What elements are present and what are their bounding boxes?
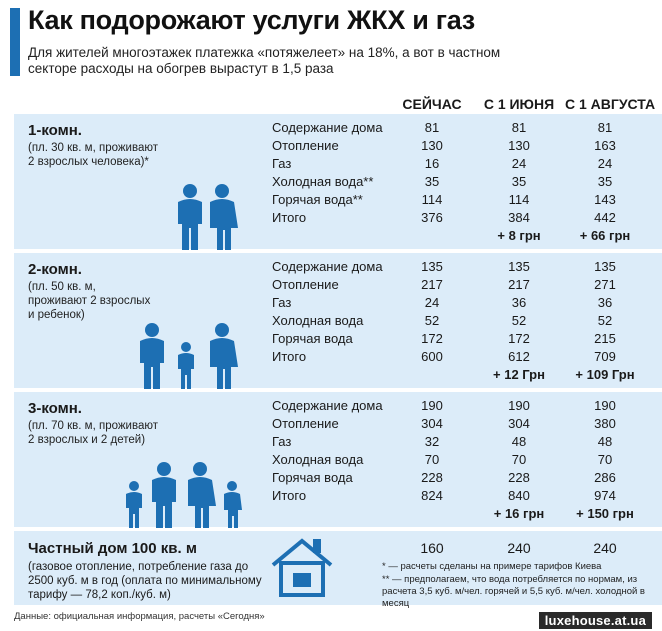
- apartment-title: 2-комн.: [28, 261, 82, 278]
- row-label: Горячая вода**: [272, 192, 363, 207]
- apartment-desc-line: (пл. 30 кв. м, проживают: [28, 142, 158, 154]
- value-cell: 24: [511, 156, 527, 171]
- value-cell: 24: [597, 156, 613, 171]
- watermark: luxehouse.at.ua: [539, 612, 652, 629]
- value-cell: 304: [508, 416, 530, 431]
- value-cell: 114: [421, 192, 443, 207]
- house-panel: [14, 531, 662, 609]
- page-title: Как подорожают услуги ЖКХ и газ: [28, 5, 475, 35]
- row-label: Содержание дома: [272, 120, 383, 135]
- value-cell: 35: [511, 174, 527, 189]
- value-cell: 130: [508, 138, 530, 153]
- house-value: 240: [593, 540, 617, 556]
- value-cell: 32: [424, 434, 440, 449]
- data-source-footer: Данные: официальная информация, расчеты «Сегодня»: [14, 611, 265, 622]
- family-two-adults-icon: [172, 182, 242, 250]
- value-cell: 172: [421, 331, 443, 346]
- row-label: Газ: [272, 295, 292, 310]
- row-label: Холодная вода: [272, 452, 364, 467]
- value-cell: 48: [511, 434, 527, 449]
- value-cell: 135: [421, 259, 443, 274]
- family-two-adults-child-icon: [134, 321, 244, 389]
- delta-june: + 16 грн: [493, 506, 545, 521]
- value-cell: 70: [511, 452, 527, 467]
- row-label-total: Итого: [272, 488, 307, 503]
- apartment-panel-3room: [14, 392, 662, 527]
- value-cell: 271: [594, 277, 616, 292]
- value-cell: 190: [594, 398, 616, 413]
- house-value: 240: [507, 540, 531, 556]
- value-cell: 130: [421, 138, 443, 153]
- value-cell: 81: [424, 120, 440, 135]
- value-cell: 380: [594, 416, 616, 431]
- footnote-double-asterisk: ** — предполагаем, что вода потребляется по нормам, из расчета 3,5 куб. м/чел. горячей и 5,5 куб. м/чел. холодной в месяц: [382, 574, 645, 609]
- value-cell-total: 840: [508, 488, 530, 503]
- value-cell: 163: [594, 138, 616, 153]
- value-cell-total: 600: [421, 349, 443, 364]
- row-label: Отопление: [272, 277, 339, 292]
- row-label: Отопление: [272, 416, 339, 431]
- row-label: Содержание дома: [272, 398, 383, 413]
- house-title: Частный дом 100 кв. м: [28, 540, 197, 557]
- row-label: Горячая вода: [272, 470, 353, 485]
- value-cell-total: 974: [594, 488, 616, 503]
- value-cell: 190: [508, 398, 530, 413]
- value-cell: 70: [597, 452, 613, 467]
- value-cell: 304: [421, 416, 443, 431]
- house-desc: (газовое отопление, потребление газа до 2500 куб. м в год (оплата по минимальному тарифу — 78,2 коп./куб. м): [28, 561, 262, 601]
- house-icon: [269, 535, 335, 599]
- footnote-single-asterisk: * — расчеты сделаны на примере тарифов Киева: [382, 561, 602, 572]
- value-cell: 217: [421, 277, 443, 292]
- delta-june: + 12 Грн: [493, 367, 545, 382]
- row-label-total: Итого: [272, 210, 307, 225]
- house-value: 160: [420, 540, 444, 556]
- value-cell: 52: [424, 313, 440, 328]
- value-cell: 81: [597, 120, 613, 135]
- apartment-title: 1-комн.: [28, 122, 82, 139]
- value-cell: 114: [508, 192, 530, 207]
- value-cell-total: 376: [421, 210, 443, 225]
- value-cell: 81: [511, 120, 527, 135]
- value-cell: 36: [597, 295, 613, 310]
- value-cell: 36: [511, 295, 527, 310]
- apartment-desc-line: и ребенок): [28, 309, 85, 321]
- row-label-total: Итого: [272, 349, 307, 364]
- value-cell: 228: [508, 470, 530, 485]
- value-cell: 135: [508, 259, 530, 274]
- value-cell: 228: [421, 470, 443, 485]
- value-cell: 16: [424, 156, 440, 171]
- column-header-now: СЕЙЧАС: [402, 96, 462, 112]
- value-cell: 70: [424, 452, 440, 467]
- delta-august: + 109 Грн: [575, 367, 635, 382]
- row-label: Горячая вода: [272, 331, 353, 346]
- apartment-panel-2room: [14, 253, 662, 388]
- value-cell: 286: [594, 470, 616, 485]
- value-cell: 24: [424, 295, 440, 310]
- column-header-august: С 1 АВГУСТА: [565, 96, 656, 112]
- apartment-desc-line: 2 взрослых человека)*: [28, 156, 149, 168]
- value-cell: 143: [594, 192, 616, 207]
- value-cell: 190: [421, 398, 443, 413]
- row-label: Газ: [272, 156, 292, 171]
- value-cell: 215: [594, 331, 616, 346]
- value-cell: 52: [597, 313, 613, 328]
- value-cell: 172: [508, 331, 530, 346]
- title-accent-bar: [10, 8, 20, 76]
- value-cell-total: 384: [508, 210, 530, 225]
- row-label: Содержание дома: [272, 259, 383, 274]
- delta-august: + 66 грн: [579, 228, 631, 243]
- row-label: Холодная вода: [272, 313, 364, 328]
- value-cell: 35: [597, 174, 613, 189]
- delta-june: + 8 грн: [497, 228, 541, 243]
- row-label: Холодная вода**: [272, 174, 374, 189]
- apartment-panel-1room: [14, 114, 662, 249]
- apartment-desc-line: (пл. 70 кв. м, проживают: [28, 420, 158, 432]
- page-subtitle: Для жителей многоэтажек платежка «потяжелеет» на 18%, а вот в частном секторе расходы на обогрев вырастут в 1,5 раза: [28, 45, 501, 76]
- value-cell: 135: [594, 259, 616, 274]
- apartment-desc-line: (пл. 50 кв. м,: [28, 281, 96, 293]
- apartment-title: 3-комн.: [28, 400, 82, 417]
- value-cell: 48: [597, 434, 613, 449]
- value-cell: 217: [508, 277, 530, 292]
- row-label: Газ: [272, 434, 292, 449]
- value-cell: 35: [424, 174, 440, 189]
- apartment-desc-line: 2 взрослых и 2 детей): [28, 434, 146, 446]
- value-cell-total: 709: [594, 349, 616, 364]
- apartment-desc-line: проживают 2 взрослых: [28, 295, 151, 307]
- delta-august: + 150 грн: [576, 506, 634, 521]
- value-cell-total: 442: [594, 210, 616, 225]
- value-cell-total: 824: [421, 488, 443, 503]
- row-label: Отопление: [272, 138, 339, 153]
- value-cell-total: 612: [508, 349, 530, 364]
- value-cell: 52: [511, 313, 527, 328]
- family-two-adults-two-children-icon: [112, 460, 252, 528]
- column-header-june: С 1 ИЮНЯ: [483, 96, 555, 112]
